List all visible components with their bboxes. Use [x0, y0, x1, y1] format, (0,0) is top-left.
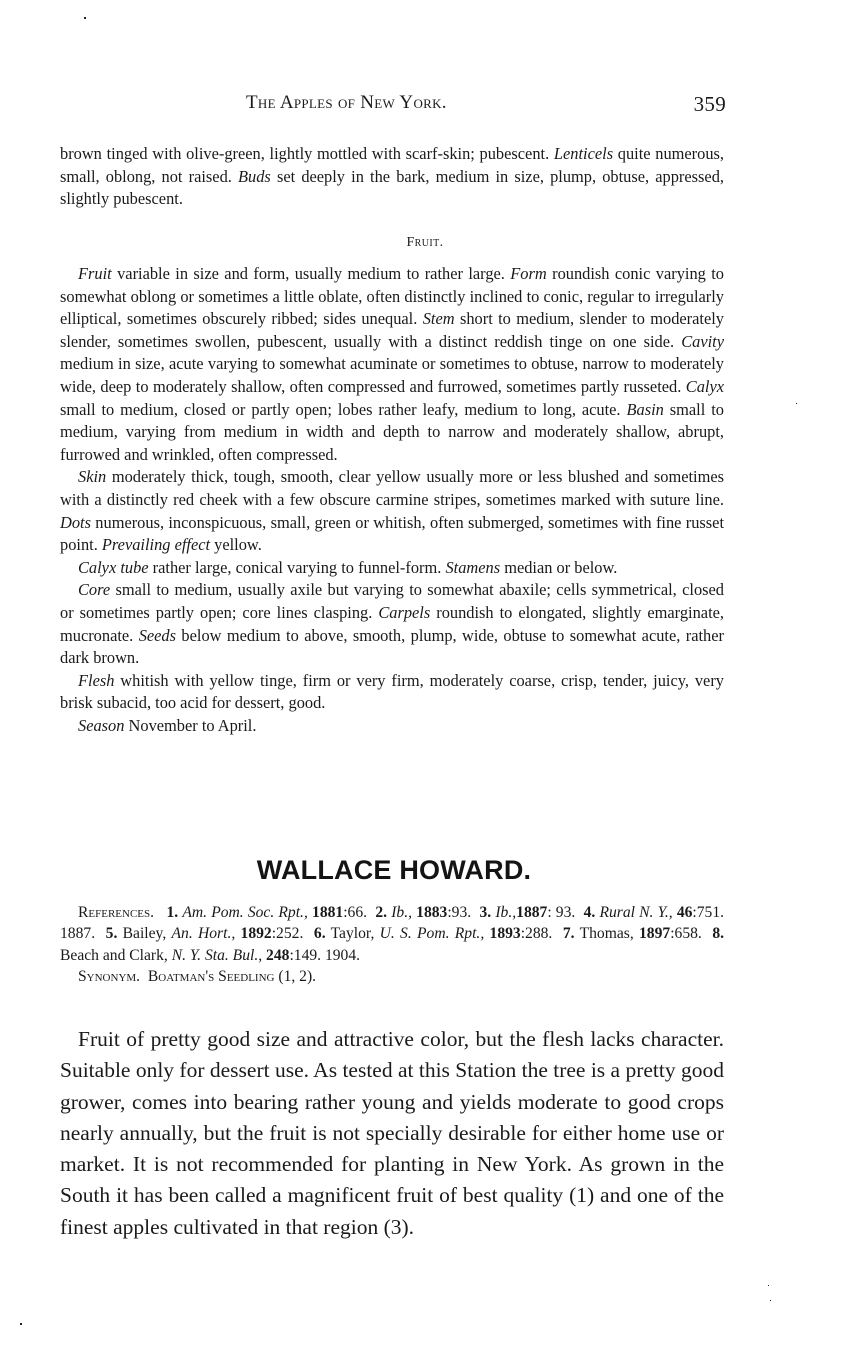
ref-page: :66.: [343, 904, 368, 921]
ref-number: 3.: [479, 904, 492, 921]
paragraph-season: [60, 715, 724, 738]
page-number: 359: [693, 92, 726, 116]
ref-volume: 1897: [639, 925, 671, 943]
references-block: [60, 902, 724, 988]
term-buds: Buds: [238, 166, 271, 186]
synonym-paragraph: [60, 966, 724, 987]
text-span: variable in size and form, usually medium to rather large.: [111, 264, 511, 283]
text-span: November to April.: [124, 715, 257, 735]
text-span: roundish conic varying to somewhat oblong or sometimes a little oblate, often distinctly inclined to conic, regular to irregularly elliptical, sometimes obscurely ribbed; sides unequal.: [60, 264, 724, 329]
term-season: Season: [78, 715, 125, 735]
paragraph-skin: [60, 466, 724, 556]
term-dots: Dots: [60, 512, 91, 532]
variety-title: WALLACE HOWARD.: [256, 855, 532, 885]
ref-volume: 1887: [516, 904, 548, 921]
term-stamens: Stamens: [445, 557, 501, 577]
ref-page: :149. 1904.: [289, 946, 361, 964]
fruit-section: [60, 263, 724, 737]
ref-source: U. S. Pom. Rpt.,: [379, 925, 485, 943]
ref-number: 4.: [583, 904, 596, 921]
term-lenticels: Lenticels: [553, 144, 614, 163]
text-span: whitish with yellow tinge, firm or very firm, moderately coarse, crisp, tender, juicy, very brisk subacid, too acid for dessert, good.: [60, 670, 724, 713]
paragraph-core: [60, 579, 724, 669]
ref-number: 2.: [375, 904, 388, 921]
term-form: Form: [510, 264, 547, 283]
variety-description: Fruit of pretty good size and attractive color, but the flesh lacks character. Suitable only for dessert use. As tested at this Station the tree is a pretty good grower, comes into bearing rather young and yields moderate to good crops nearly annually, but the fruit is not specially desirable for either home use or market. It is not recommended for planting in New York. As grown in the South it has been called a magnificent fruit of best quality (1) and one of the finest apples cultivated in that region (3).: [60, 1027, 724, 1239]
term-skin: Skin: [78, 467, 107, 487]
ref-volume: 1893: [489, 925, 521, 943]
text-span: short to medium, slender to moderately slender, sometimes swollen, pubescent, usually with a distinct reddish tinge on one side.: [60, 309, 724, 351]
continued-paragraph: [60, 143, 724, 211]
paragraph-fruit: [60, 263, 724, 466]
text-span: small to medium, varying from medium in width and depth to narrow and moderately shallow, abrupt, furrowed and wrinkled, often compressed.: [60, 399, 724, 464]
references-paragraph: [60, 902, 724, 966]
ref-author: Taylor,: [330, 925, 380, 943]
ref-volume: 248: [266, 946, 290, 964]
ref-number: 8.: [712, 925, 725, 943]
ref-number: 5.: [105, 925, 118, 943]
text-span: medium in size, acute varying to somewhat acuminate or sometimes to obtuse, narrow to moderately wide, deep to moderately shallow, often compressed and furrowed, sometimes partly russeted.: [60, 354, 724, 396]
ref-author: Bailey,: [122, 925, 172, 943]
text-span: numerous, inconspicuous, small, green or whitish, often submerged, sometimes with fine russet point.: [60, 512, 724, 555]
ref-page: :288.: [520, 925, 553, 943]
ref-number: 1.: [166, 904, 179, 921]
text-span: quite numerous, small, oblong, not raised.: [60, 144, 724, 186]
term-calyx: Calyx: [685, 376, 724, 396]
ref-author: Thomas,: [579, 925, 639, 943]
ref-volume: 1883: [416, 904, 448, 921]
scan-speck: [796, 403, 797, 404]
ref-number: 6.: [313, 925, 326, 943]
scan-speck: [84, 17, 86, 19]
ref-page: :658.: [670, 925, 702, 943]
paragraph-bark-description: [60, 143, 724, 211]
text-span: roundish to elongated, slightly emarginate, mucronate.: [60, 602, 724, 645]
ref-page: :93.: [447, 904, 472, 921]
references-label: References.: [78, 904, 155, 921]
section-heading-fruit: Fruit.: [406, 235, 444, 250]
synonym-value: Boatman's Seedling: [147, 968, 275, 986]
paragraph-flesh: [60, 670, 724, 715]
scan-speck: [770, 1300, 771, 1301]
text-span: rather large, conical varying to funnel-form.: [148, 557, 446, 577]
scan-speck: [768, 1285, 769, 1286]
running-head: [246, 92, 726, 118]
term-stem: Stem: [422, 309, 455, 329]
term-cavity: Cavity: [681, 331, 724, 351]
text-span: moderately thick, tough, smooth, clear yellow usually more or less blushed and sometimes with a distinctly red cheek with a few obscure carmine stripes, sometimes marked with suture line.: [60, 467, 724, 509]
ref-number: 7.: [562, 925, 575, 943]
ref-volume: 46: [676, 904, 693, 921]
synonym-refs: (1, 2).: [278, 968, 317, 986]
ref-page: : 93.: [547, 904, 576, 921]
ref-source: Rural N. Y.,: [599, 904, 673, 921]
ref-source: An. Hort.,: [171, 925, 236, 943]
ref-source: Ib.,: [495, 904, 517, 921]
term-basin: Basin: [626, 399, 664, 419]
term-calyx-tube: Calyx tube: [78, 557, 149, 577]
term-flesh: Flesh: [78, 670, 115, 690]
term-prevailing-effect: Prevailing effect: [101, 535, 211, 555]
variety-description-block: [60, 1024, 724, 1243]
text-span: median or below.: [500, 557, 618, 577]
ref-author: Beach and Clark,: [60, 946, 172, 964]
ref-volume: 1892: [240, 925, 272, 943]
text-span: below medium to above, smooth, plump, wide, obtuse to somewhat acute, rather dark brown.: [60, 625, 724, 668]
term-fruit: Fruit: [78, 264, 112, 283]
ref-source: Am. Pom. Soc. Rpt.,: [182, 904, 308, 921]
running-head-title: The Apples of New York.: [246, 92, 447, 113]
ref-page: :751. 1887.: [60, 904, 725, 943]
text-span: small to medium, closed or partly open; lobes rather leafy, medium to long, acute.: [60, 399, 627, 419]
term-seeds: Seeds: [138, 625, 177, 645]
scan-speck: [20, 1323, 22, 1325]
ref-volume: 1881: [312, 904, 344, 921]
text-span: brown tinged with olive-green, lightly mottled with scarf-skin; pubescent.: [60, 144, 554, 163]
synonym-label: Synonym.: [78, 968, 141, 986]
text-span: set deeply in the bark, medium in size, plump, obtuse, appressed, slightly pubescent.: [60, 166, 724, 209]
paragraph-calyx-tube: [60, 557, 724, 580]
term-carpels: Carpels: [378, 602, 431, 622]
ref-source: Ib.,: [391, 904, 412, 921]
ref-source: N. Y. Sta. Bul.,: [171, 946, 263, 964]
text-span: small to medium, usually axile but varying to somewhat abaxile; cells symmetrical, closed or sometimes partly open; core lines clasping.: [60, 580, 724, 622]
term-core: Core: [78, 580, 111, 600]
ref-page: :252.: [271, 925, 304, 943]
text-span: yellow.: [210, 535, 262, 555]
